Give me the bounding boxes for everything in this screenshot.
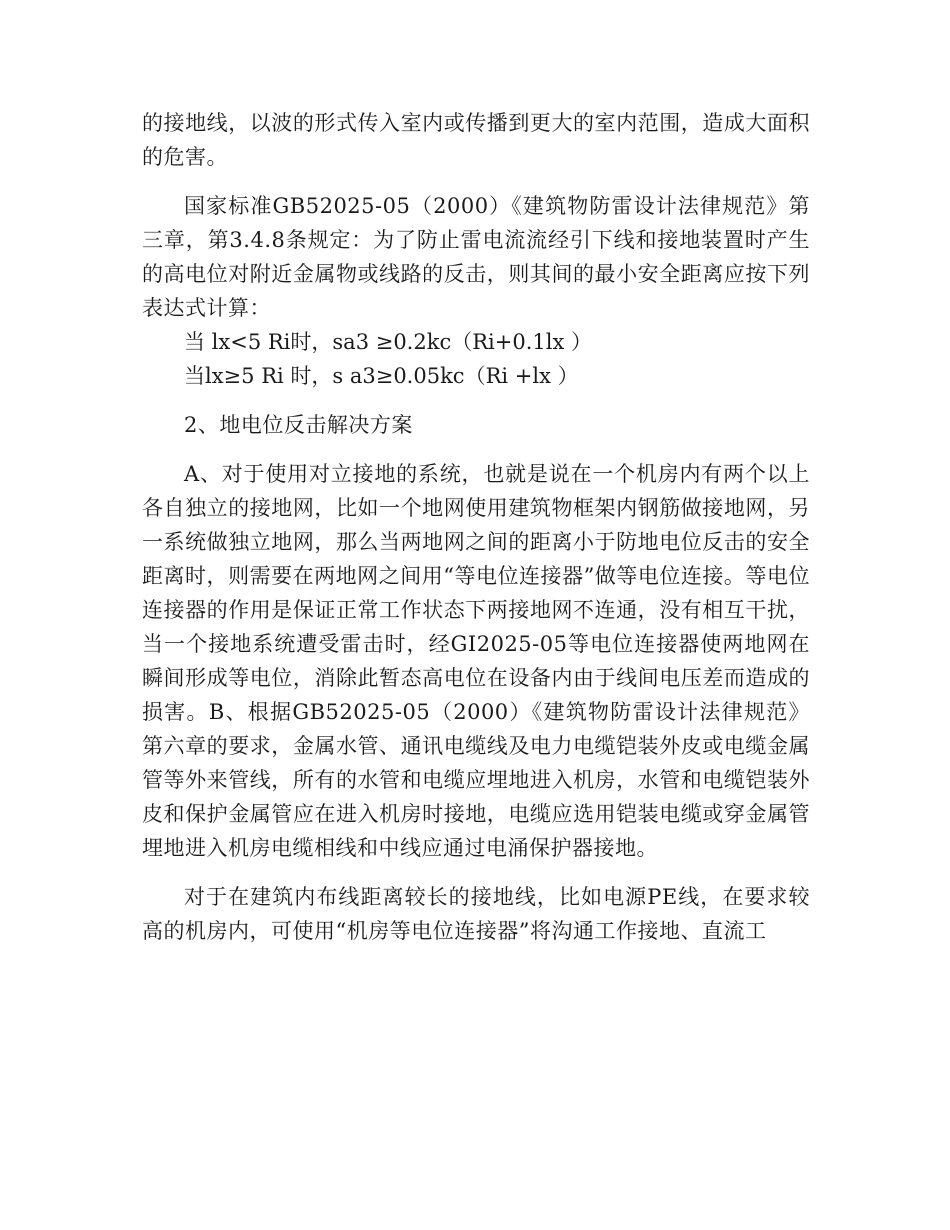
formula-1: 当 lx<5 Ri时，sa3 ≥0.2kc（Ri+0.1lx ） bbox=[184, 330, 592, 354]
paragraph-solution: A、对于使用对立接地的系统，也就是说在一个机房内有两个以上各自独立的接地网，比如一个地网使用建筑物框架内钢筋做接地网，另一系统做独立地网，那么当两地网之间的距离小于防地电位反击的安全距离时，则需要在两地网之间用“等电位连接器”做等电位连接。等电位连接器的作用是保证正常工作状态下两接地网不连通，没有相互干扰，当一个接地系统遭受雷击时，经GI2025-05等电位连接器使两地网在瞬间形成等电位，消除此暂态高电位在设备内由于线间电压差而造成的损害。B、根据GB52025-05（2000）《建筑物防雷设计法律规范》第六章的要求，金属水管、通讯电缆线及电力电缆铠装外皮或电缆金属管等外来管线，所有的水管和电缆应埋地进入机房，水管和电缆铠装外皮和保护金属管应在进入机房时接地，电缆应选用铠装电缆或穿金属管埋地进入机房电缆相线和中线应通过电涌保护器接地。 bbox=[142, 462, 810, 860]
paragraph-continuation: 的接地线，以波的形式传入室内或传播到更大的室内范围，造成大面积的危害。 bbox=[142, 111, 810, 169]
paragraph-standard-clause: 国家标准GB52025-05（2000）《建筑物防雷设计法律规范》第三章，第3.4.8条规定：为了防止雷电流流经引下线和接地装置时产生的高电位对附近金属物或线路的反击，则其间的最小安全距离应按下列表达式计算： bbox=[142, 194, 810, 320]
paragraph-pe-line: 对于在建筑内布线距离较长的接地线，比如电源PE线，在要求较高的机房内，可使用“机房等电位连接器”将沟通工作接地、直流工 bbox=[142, 885, 810, 943]
section-heading: 2、地电位反击解决方案 bbox=[184, 413, 413, 437]
document-page bbox=[142, 106, 810, 948]
formula-2: 当lx≥5 Ri 时，s a3≥0.05kc（Ri +lx ） bbox=[184, 364, 579, 388]
